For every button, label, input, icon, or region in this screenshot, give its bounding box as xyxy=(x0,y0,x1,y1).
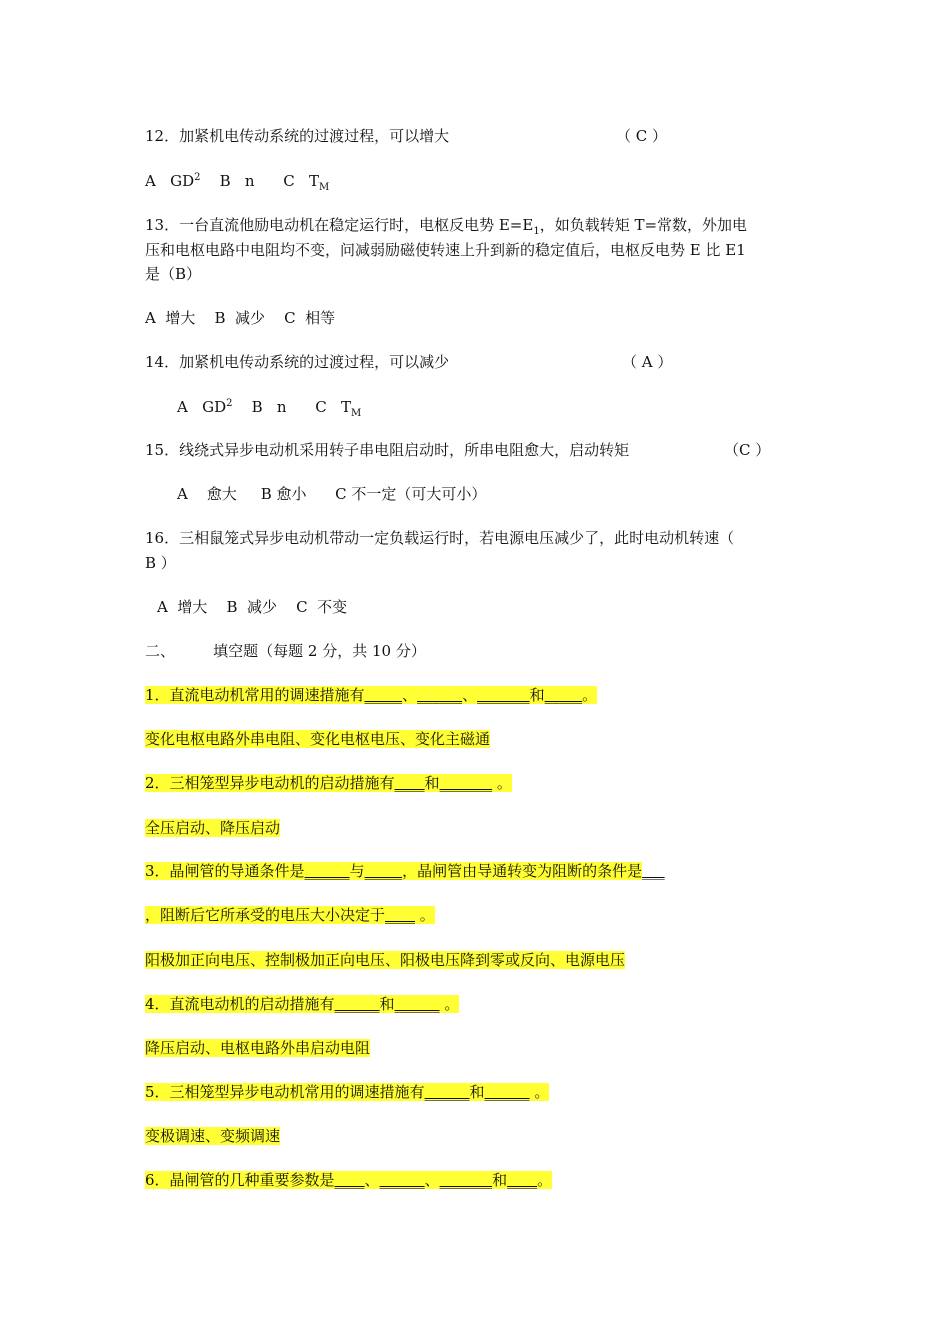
q15-answer: （C ） xyxy=(724,441,771,459)
fill4-question: 4．直流电动机的启动措施有______和______ 。 xyxy=(145,995,460,1013)
q14-stem: 14．加紧机电传动系统的过渡过程，可以减少 xyxy=(145,353,450,371)
q16-line1: 16．三相鼠笼式异步电动机带动一定负载运行时，若电源电压减少了，此时电动机转速（ xyxy=(145,529,735,547)
fill3-question-line2: ，阻断后它所承受的电压大小决定于____ 。 xyxy=(145,906,435,924)
q12-options: A $GD^2$ B n C $T_M$ xyxy=(145,172,330,193)
fill3-question: 3．晶闸管的导通条件是______与_____，晶闸管由导通转变为阻断的条件是___ xyxy=(145,862,665,880)
fill1-answer: 变化电枢电路外串电阻、变化电枢电压、变化主磁通 xyxy=(145,730,491,748)
section2-title: 二、 填空题（每题 2 分，共 10 分） xyxy=(145,642,426,660)
fill1-question: 1．直流电动机常用的调速措施有_____、______、_______和_____。 xyxy=(145,686,598,704)
q13-line1: 13．一台直流他励电动机在稳定运行时，电枢反电势 $E=E_1$，如负载转矩 T=常数，外加电 xyxy=(145,216,748,237)
q12-answer: （ C ） xyxy=(616,127,668,145)
q15-stem: 15．线绕式异步电动机采用转子串电阻启动时，所串电阻愈大，启动转矩 xyxy=(145,441,630,459)
fill5-question: 5．三相笼型异步电动机常用的调速措施有______和______ 。 xyxy=(145,1083,550,1101)
q14-options: A $GD^2$ B n C $T_M$ xyxy=(177,398,362,419)
fill5-answer: 变极调速、变频调速 xyxy=(145,1127,281,1145)
fill3-answer: 阳极加正向电压、控制极加正向电压、阳极电压降到零或反向、电源电压 xyxy=(145,951,626,969)
q13-line3: 是（B） xyxy=(145,265,202,283)
fill2-answer: 全压启动、降压启动 xyxy=(145,819,281,837)
fill2-question: 2．三相笼型异步电动机的启动措施有____和_______ 。 xyxy=(145,774,512,792)
fill4-answer: 降压启动、电枢电路外串启动电阻 xyxy=(145,1039,371,1057)
q13-line2: 压和电枢电路中电阻均不变，问减弱励磁使转速上升到新的稳定值后，电枢反电势 E 比 E1 xyxy=(145,241,746,259)
q13-options: A 增大 B 减少 C 相等 xyxy=(145,309,336,327)
q16-line2: B ） xyxy=(145,554,176,572)
q15-options: A 愈大 B 愈小 C 不一定（可大可小） xyxy=(177,485,487,503)
q16-options: A 增大 B 减少 C 不变 xyxy=(157,598,348,616)
q12-stem: 12．加紧机电传动系统的过渡过程，可以增大 xyxy=(145,127,450,145)
fill6-question: 6．晶闸管的几种重要参数是____、______、_______和____。 xyxy=(145,1171,553,1189)
q14-answer: （ A ） xyxy=(622,353,673,371)
